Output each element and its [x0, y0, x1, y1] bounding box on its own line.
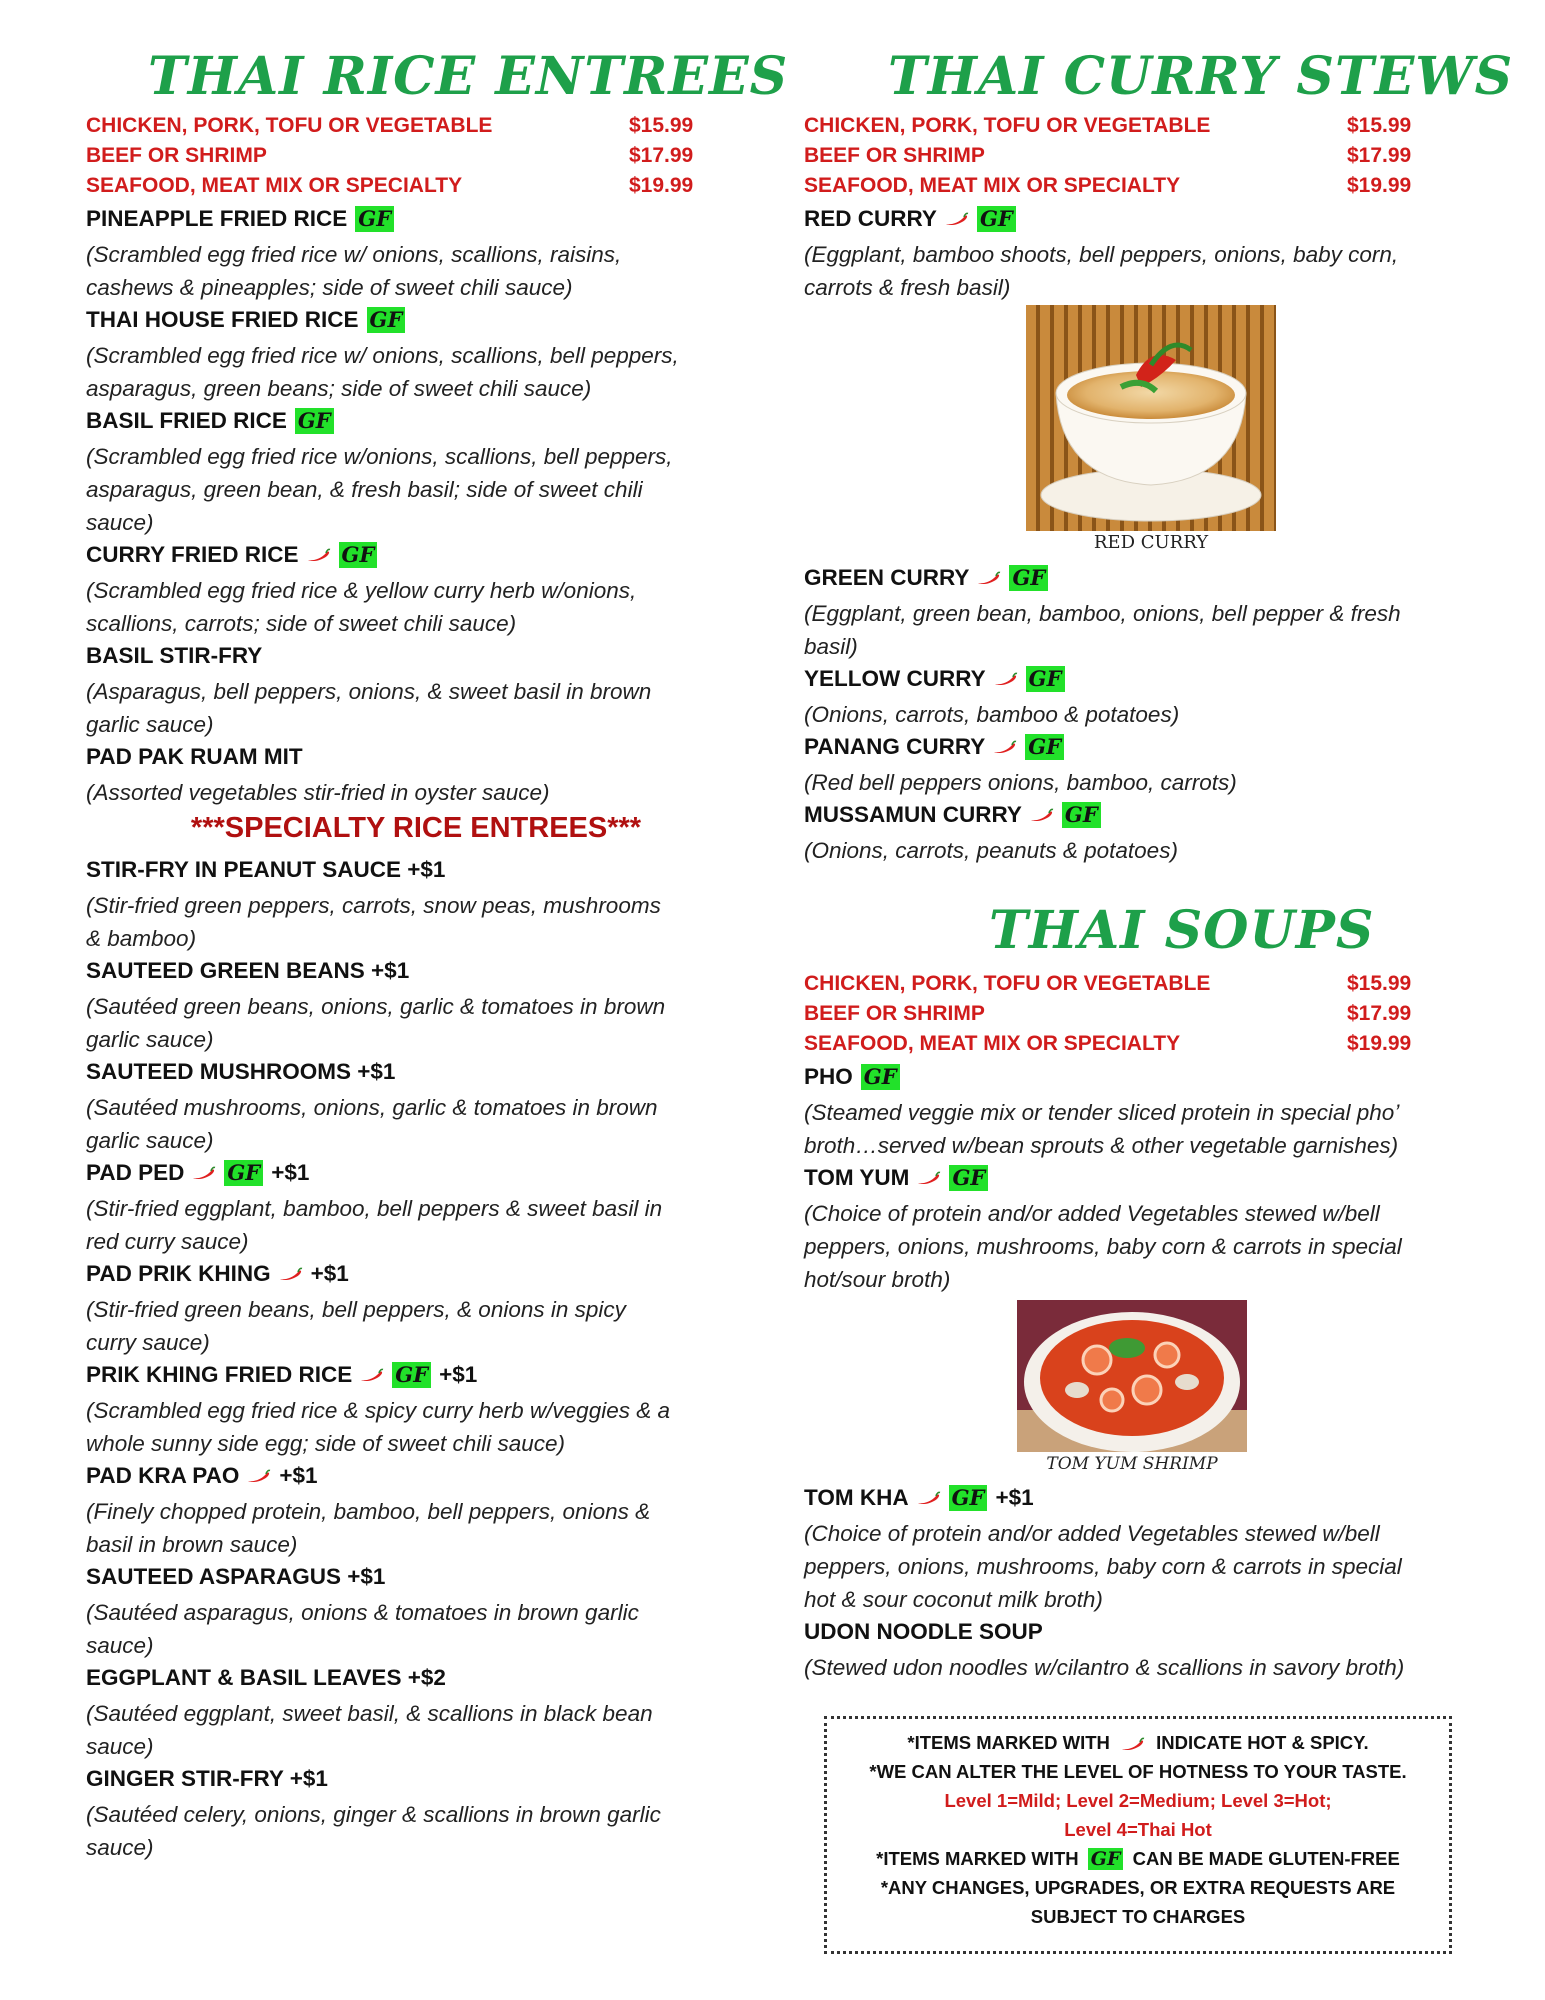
gluten-free-badge: GF — [949, 1485, 988, 1511]
menu-item-description — [86, 776, 550, 809]
price-row — [804, 1002, 1424, 1032]
desc-line: red curry sauce) — [86, 1229, 249, 1254]
menu-item-description — [804, 1197, 1402, 1296]
rice-entrees-title: THAI RICE ENTREES — [148, 46, 789, 107]
item-title: UDON NOODLE SOUP — [804, 1619, 1043, 1644]
notice-level-line: Level 1=Mild; Level 2=Medium; Level 3=Hot; — [944, 1790, 1332, 1811]
photo-caption: TOM YUM SHRIMP — [1046, 1454, 1218, 1474]
thai-soups-title: THAI SOUPS — [989, 900, 1375, 961]
menu-item-description — [86, 675, 651, 741]
desc-line: cashews & pineapples; side of sweet chili sauce) — [86, 275, 573, 300]
desc-line: (Eggplant, green bean, bamboo, onions, bell pepper & fresh — [804, 601, 1401, 626]
desc-line: (Sautéed asparagus, onions & tomatoes in brown garlic — [86, 1600, 639, 1625]
desc-line: peppers, onions, mushrooms, baby corn & carrots in special — [804, 1554, 1402, 1579]
price-label: BEEF OR SHRIMP — [804, 1002, 985, 1025]
notice-line — [827, 1728, 1449, 1757]
desc-line: garlic sauce) — [86, 1027, 214, 1052]
gluten-free-badge: GF — [295, 408, 334, 434]
notice-level-line: Level 4=Thai Hot — [1064, 1819, 1212, 1840]
price-value: $19.99 — [1347, 174, 1412, 197]
desc-line: (Scrambled egg fried rice & spicy curry herb w/veggies & a — [86, 1398, 670, 1423]
menu-item-description — [804, 1096, 1399, 1162]
desc-line: asparagus, green beans; side of sweet chili sauce) — [86, 376, 592, 401]
menu-item-name — [804, 206, 1016, 232]
chili-pepper-icon — [279, 1267, 303, 1281]
chili-pepper-icon — [1121, 1737, 1145, 1751]
menu-item-description — [86, 889, 661, 955]
desc-line: garlic sauce) — [86, 712, 214, 737]
price-value: $15.99 — [629, 114, 694, 137]
chili-pepper-icon — [307, 548, 331, 562]
menu-item-name — [804, 1619, 1043, 1645]
desc-line: (Asparagus, bell peppers, onions, & sweet basil in brown — [86, 679, 652, 704]
item-title: BASIL STIR-FRY — [86, 643, 263, 668]
chili-pepper-icon — [945, 212, 969, 226]
item-title: THAI HOUSE FRIED RICE — [86, 307, 359, 332]
desc-line: basil) — [804, 634, 858, 659]
menu-item-description — [804, 834, 1178, 867]
menu-item-description — [804, 597, 1401, 663]
item-title: SAUTEED ASPARAGUS +$1 — [86, 1564, 386, 1589]
item-title: PAD KRA PAO — [86, 1463, 240, 1488]
desc-line: (Scrambled egg fried rice w/ onions, scallions, bell peppers, — [86, 343, 679, 368]
menu-item-description — [86, 1596, 639, 1662]
chili-pepper-icon — [360, 1368, 384, 1382]
menu-item-name — [86, 408, 334, 434]
desc-line: sauce) — [86, 1835, 154, 1860]
desc-line: (Scrambled egg fried rice w/ onions, scallions, raisins, — [86, 242, 622, 267]
menu-item-description — [86, 1293, 626, 1359]
gluten-free-badge: GF — [224, 1160, 263, 1186]
item-title: TOM KHA — [804, 1485, 909, 1510]
gluten-free-badge: GF — [861, 1064, 900, 1090]
menu-item-description — [86, 990, 665, 1056]
desc-line: (Scrambled egg fried rice & yellow curry herb w/onions, — [86, 578, 637, 603]
menu-item-name — [86, 1059, 395, 1085]
menu-item-description — [86, 339, 679, 405]
menu-item-description — [804, 1651, 1404, 1684]
desc-line: (Finely chopped protein, bamboo, bell peppers, onions & — [86, 1499, 651, 1524]
price-label: BEEF OR SHRIMP — [86, 144, 267, 167]
notice-line: *ANY CHANGES, UPGRADES, OR EXTRA REQUESTS ARE — [880, 1877, 1396, 1898]
price-value: $19.99 — [629, 174, 694, 197]
gluten-free-badge: GF — [1009, 565, 1048, 591]
price-label: BEEF OR SHRIMP — [804, 144, 985, 167]
curry-stews-title: THAI CURRY STEWS — [888, 46, 1514, 107]
menu-item-name — [804, 1485, 1034, 1511]
desc-line: carrots & fresh basil) — [804, 275, 1011, 300]
chili-pepper-icon — [1030, 808, 1054, 822]
specialty-heading: ***SPECIALTY RICE ENTREES*** — [190, 812, 642, 844]
desc-line: (Sautéed mushrooms, onions, garlic & tomatoes in brown — [86, 1095, 658, 1120]
gluten-free-badge: GF — [949, 1165, 988, 1191]
desc-line: garlic sauce) — [86, 1128, 214, 1153]
menu-item-description — [86, 1192, 662, 1258]
item-title: PRIK KHING FRIED RICE — [86, 1362, 353, 1387]
price-label: CHICKEN, PORK, TOFU OR VEGETABLE — [804, 114, 1211, 137]
menu-item-description — [804, 238, 1398, 304]
upcharge: +$1 — [279, 1463, 318, 1488]
notice-text: INDICATE HOT & SPICY. — [1156, 1732, 1369, 1753]
chili-pepper-icon — [977, 571, 1001, 585]
menu-item-name — [86, 542, 377, 568]
item-title: PAD PRIK KHING — [86, 1261, 271, 1286]
item-title: YELLOW CURRY — [804, 666, 986, 691]
menu-item-description — [86, 1798, 661, 1864]
desc-line: curry sauce) — [86, 1330, 210, 1355]
menu-item-description — [804, 766, 1237, 799]
price-row — [86, 114, 706, 144]
price-label: SEAFOOD, MEAT MIX OR SPECIALTY — [804, 174, 1181, 197]
price-value: $15.99 — [1347, 114, 1412, 137]
chili-pepper-icon — [994, 672, 1018, 686]
gluten-free-badge: GF — [367, 307, 406, 333]
desc-line: sauce) — [86, 1633, 154, 1658]
chili-pepper-icon — [917, 1491, 941, 1505]
menu-item-description — [86, 1697, 653, 1763]
upcharge: +$1 — [310, 1261, 349, 1286]
menu-item-name — [804, 565, 1048, 591]
desc-line: sauce) — [86, 510, 154, 535]
item-title: GREEN CURRY — [804, 565, 970, 590]
price-value: $17.99 — [1347, 1002, 1412, 1025]
desc-line: hot/sour broth) — [804, 1267, 951, 1292]
desc-line: scallions, carrots; side of sweet chili sauce) — [86, 611, 517, 636]
menu-item-name — [86, 1564, 385, 1590]
tom-yum-image — [1017, 1300, 1247, 1452]
item-title: PHO — [804, 1064, 853, 1089]
item-title: BASIL FRIED RICE — [86, 408, 287, 433]
price-row — [804, 972, 1424, 1002]
price-row — [804, 174, 1424, 204]
item-title: PINEAPPLE FRIED RICE — [86, 206, 348, 231]
gluten-free-badge: GF — [1088, 1848, 1124, 1870]
red-curry-image — [1026, 305, 1276, 531]
desc-line: (Stir-fried green peppers, carrots, snow peas, mushrooms — [86, 893, 661, 918]
menu-item-name — [86, 643, 262, 669]
menu-item-name — [86, 1766, 328, 1792]
price-row — [86, 174, 706, 204]
notice-line: *WE CAN ALTER THE LEVEL OF HOTNESS TO YOUR TASTE. — [869, 1761, 1407, 1782]
menu-item-name — [86, 1362, 477, 1388]
item-title: GINGER STIR-FRY +$1 — [86, 1766, 328, 1791]
price-value: $17.99 — [1347, 144, 1412, 167]
desc-line: (Red bell peppers onions, bamboo, carrots) — [804, 770, 1237, 795]
menu-item-name — [804, 1165, 988, 1191]
notice-text: *ITEMS MARKED WITH — [876, 1848, 1079, 1869]
desc-line: peppers, onions, mushrooms, baby corn & carrots in special — [804, 1234, 1402, 1259]
menu-item-name — [86, 744, 303, 770]
desc-line: (Steamed veggie mix or tender sliced protein in special pho’ — [804, 1100, 1400, 1125]
price-label: SEAFOOD, MEAT MIX OR SPECIALTY — [86, 174, 463, 197]
item-title: EGGPLANT & BASIL LEAVES +$2 — [86, 1665, 446, 1690]
price-value: $19.99 — [1347, 1032, 1412, 1055]
item-title: TOM YUM — [804, 1165, 910, 1190]
gluten-free-badge: GF — [1026, 666, 1065, 692]
notice-text: *ITEMS MARKED WITH — [907, 1732, 1110, 1753]
chili-pepper-icon — [917, 1171, 941, 1185]
gluten-free-badge: GF — [1025, 734, 1064, 760]
chili-pepper-icon — [247, 1469, 271, 1483]
menu-item-name — [804, 734, 1064, 760]
item-title: STIR-FRY IN PEANUT SAUCE +$1 — [86, 857, 446, 882]
tom-yum-photo — [1017, 1300, 1247, 1452]
desc-line: (Sautéed celery, onions, ginger & scallions in brown garlic — [86, 1802, 661, 1827]
photo-caption: RED CURRY — [1093, 532, 1209, 553]
desc-line: asparagus, green bean, & fresh basil; side of sweet chili — [86, 477, 643, 502]
desc-line: sauce) — [86, 1734, 154, 1759]
menu-item-name — [86, 958, 409, 984]
price-row — [804, 114, 1424, 144]
menu-notice-box — [824, 1716, 1452, 1954]
menu-item-name — [86, 857, 445, 883]
menu-item-description — [86, 1091, 658, 1157]
price-row — [804, 1032, 1424, 1062]
price-label: CHICKEN, PORK, TOFU OR VEGETABLE — [804, 972, 1211, 995]
gluten-free-badge: GF — [977, 206, 1016, 232]
price-label: CHICKEN, PORK, TOFU OR VEGETABLE — [86, 114, 493, 137]
desc-line: (Onions, carrots, peanuts & potatoes) — [804, 838, 1178, 863]
item-title: RED CURRY — [804, 206, 937, 231]
gluten-free-badge: GF — [355, 206, 394, 232]
desc-line: (Stir-fried green beans, bell peppers, & onions in spicy — [86, 1297, 626, 1322]
menu-item-description — [86, 1394, 670, 1460]
item-title: CURRY FRIED RICE — [86, 542, 299, 567]
price-label: SEAFOOD, MEAT MIX OR SPECIALTY — [804, 1032, 1181, 1055]
price-row — [86, 144, 706, 174]
menu-item-description — [86, 238, 621, 304]
upcharge: +$1 — [995, 1485, 1034, 1510]
menu-item-description — [86, 574, 636, 640]
notice-text: CAN BE MADE GLUTEN-FREE — [1132, 1848, 1400, 1869]
gluten-free-badge: GF — [1062, 802, 1101, 828]
desc-line: & bamboo) — [86, 926, 197, 951]
notice-line: SUBJECT TO CHARGES — [1030, 1906, 1246, 1927]
desc-line: hot & sour coconut milk broth) — [804, 1587, 1103, 1612]
menu-item-name — [86, 206, 394, 232]
item-title: PAD PAK RUAM MIT — [86, 744, 303, 769]
desc-line: whole sunny side egg; side of sweet chili sauce) — [86, 1431, 566, 1456]
desc-line: broth…served w/bean sprouts & other vegetable garnishes) — [804, 1133, 1399, 1158]
desc-line: basil in brown sauce) — [86, 1532, 298, 1557]
upcharge: +$1 — [271, 1160, 310, 1185]
menu-item-name — [804, 1064, 900, 1090]
price-value: $15.99 — [1347, 972, 1412, 995]
desc-line: (Sautéed eggplant, sweet basil, & scallions in black bean — [86, 1701, 653, 1726]
price-row — [804, 144, 1424, 174]
chili-pepper-icon — [192, 1166, 216, 1180]
desc-line: (Stewed udon noodles w/cilantro & scallions in savory broth) — [804, 1655, 1405, 1680]
desc-line: (Sautéed green beans, onions, garlic & tomatoes in brown — [86, 994, 666, 1019]
item-title: PANANG CURRY — [804, 734, 986, 759]
item-title: SAUTEED MUSHROOMS +$1 — [86, 1059, 396, 1084]
red-curry-photo — [1026, 305, 1276, 531]
desc-line: (Choice of protein and/or added Vegetables stewed w/bell — [804, 1201, 1380, 1226]
menu-item-name — [86, 1160, 309, 1186]
upcharge: +$1 — [439, 1362, 478, 1387]
menu-item-name — [804, 802, 1101, 828]
menu-item-name — [86, 1665, 446, 1691]
desc-line: (Assorted vegetables stir-fried in oyster sauce) — [86, 780, 550, 805]
desc-line: (Choice of protein and/or added Vegetables stewed w/bell — [804, 1521, 1380, 1546]
gluten-free-badge: GF — [339, 542, 378, 568]
menu-item-description — [86, 1495, 650, 1561]
menu-item-description — [804, 1517, 1402, 1616]
desc-line: (Scrambled egg fried rice w/onions, scallions, bell peppers, — [86, 444, 673, 469]
item-title: PAD PED — [86, 1160, 185, 1185]
desc-line: (Stir-fried eggplant, bamboo, bell peppers & sweet basil in — [86, 1196, 663, 1221]
desc-line: (Eggplant, bamboo shoots, bell peppers, onions, baby corn, — [804, 242, 1399, 267]
desc-line: (Onions, carrots, bamboo & potatoes) — [804, 702, 1180, 727]
menu-item-name — [86, 307, 405, 333]
chili-pepper-icon — [993, 740, 1017, 754]
item-title: MUSSAMUN CURRY — [804, 802, 1022, 827]
menu-item-description — [86, 440, 673, 539]
item-title: SAUTEED GREEN BEANS +$1 — [86, 958, 410, 983]
menu-item-description — [804, 698, 1179, 731]
gluten-free-badge: GF — [392, 1362, 431, 1388]
notice-line — [827, 1844, 1449, 1873]
price-value: $17.99 — [629, 144, 694, 167]
menu-item-name — [804, 666, 1065, 692]
menu-item-name — [86, 1261, 349, 1287]
menu-item-name — [86, 1463, 318, 1489]
